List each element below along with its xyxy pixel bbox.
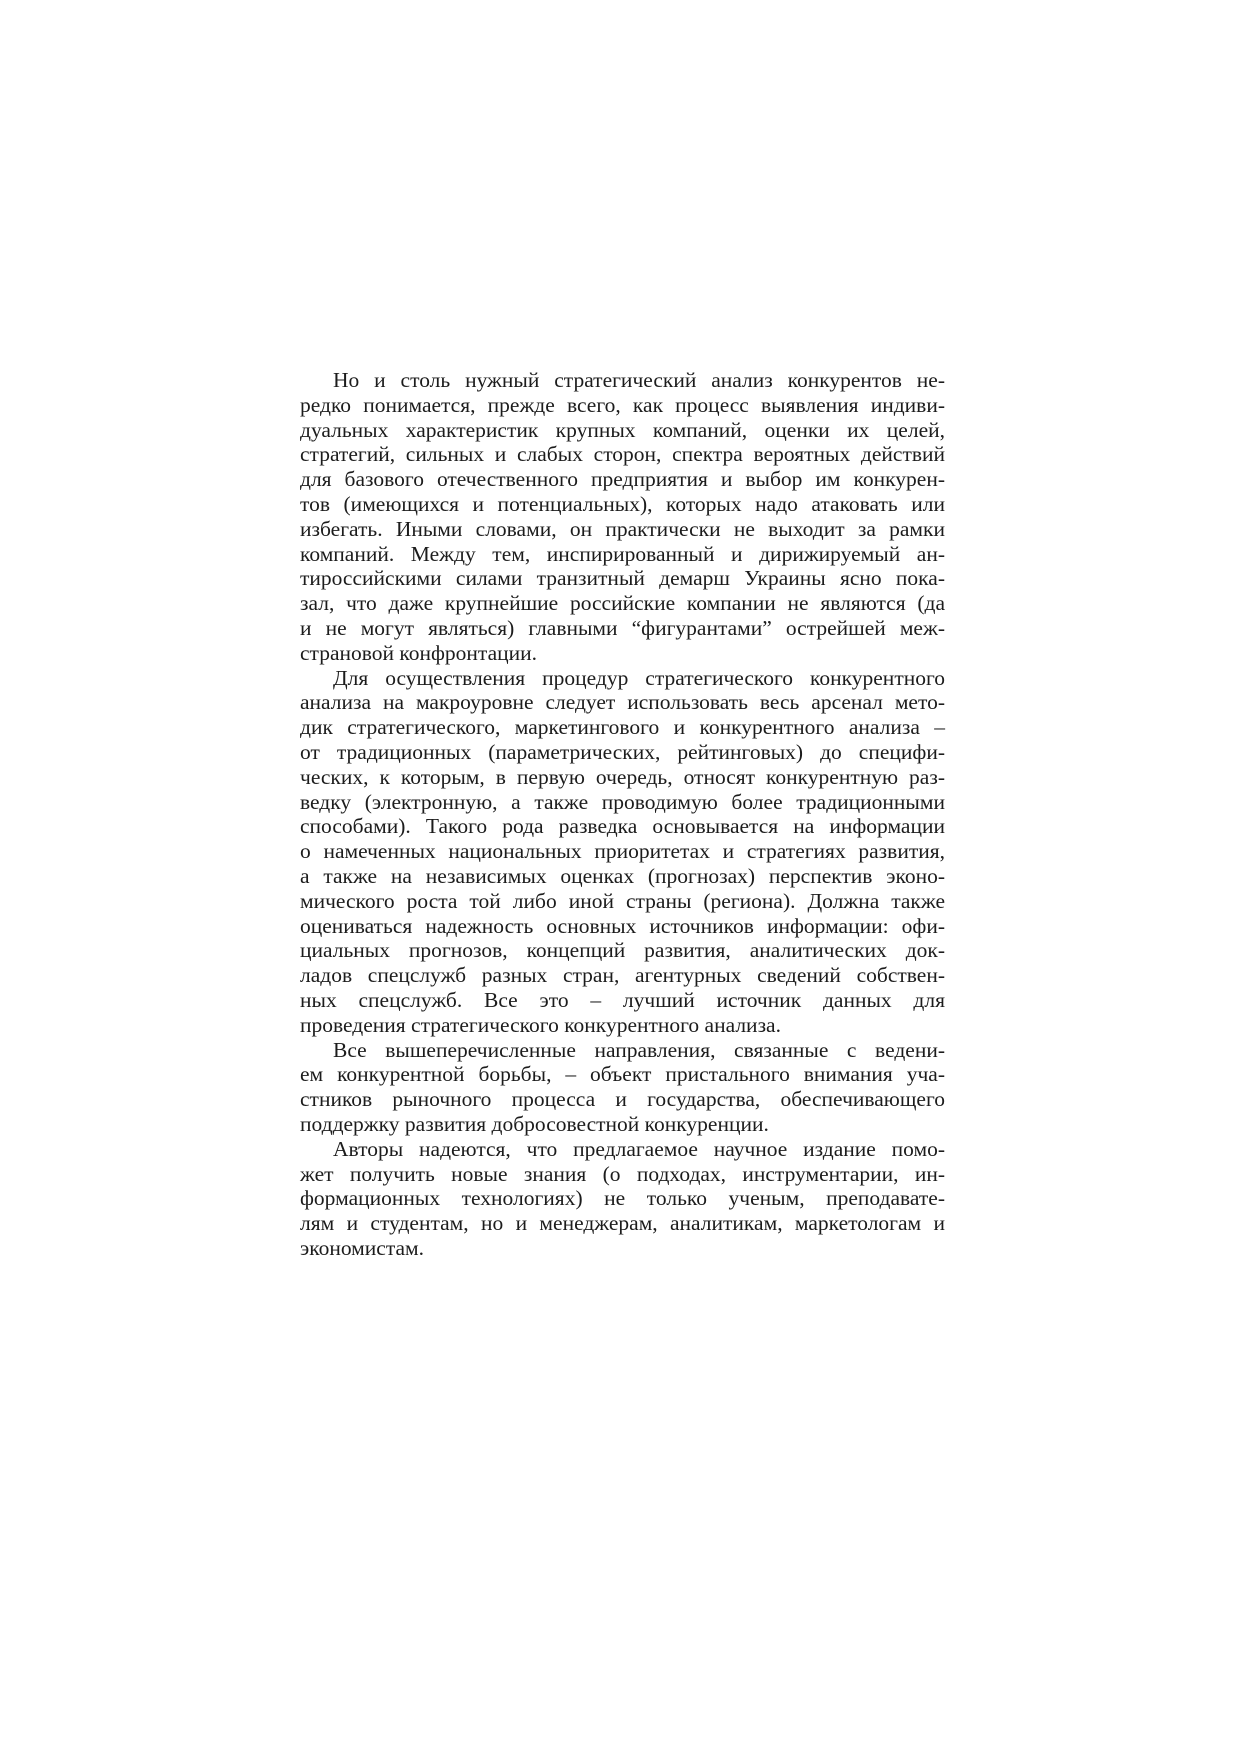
text-line: тов (имеющихся и потенциальных), которых надо атаковать или bbox=[300, 491, 945, 516]
text-line: Все вышеперечисленные направления, связанные с ведени- bbox=[333, 1037, 945, 1062]
text-line: экономистам. bbox=[300, 1235, 425, 1260]
text-line: зал, что даже крупнейшие российские компании не являются (да bbox=[300, 591, 945, 616]
paragraph bbox=[300, 368, 945, 666]
text-line: лям и студентам, но и менеджерам, аналитикам, маркетологам и bbox=[300, 1211, 945, 1236]
text-line: о намеченных национальных приоритетах и стратегиях развития, bbox=[300, 839, 945, 864]
text-line: компаний. Между тем, инспирированный и дирижируемый ан- bbox=[300, 541, 945, 566]
text-line: поддержку развития добросовестной конкуренции. bbox=[300, 1111, 769, 1136]
body-text bbox=[300, 368, 945, 1261]
text-line: а также на независимых оценках (прогнозах) перспектив эконо- bbox=[300, 863, 945, 888]
text-line: страновой конфронтации. bbox=[300, 640, 538, 665]
paragraph bbox=[300, 666, 945, 1038]
text-line: циальных прогнозов, концепций развития, аналитических док- bbox=[300, 938, 945, 963]
text-line: и не могут являться) главными “фигурантами” острейшей меж- bbox=[300, 615, 945, 640]
text-line: тироссийскими силами транзитный демарш Украины ясно пока- bbox=[300, 566, 945, 591]
text-line: ведку (электронную, а также проводимую более традиционными bbox=[300, 789, 945, 814]
text-line: ем конкурентной борьбы, – объект пристального внимания уча- bbox=[300, 1062, 945, 1087]
text-line: Авторы надеются, что предлагаемое научное издание помо- bbox=[333, 1136, 945, 1161]
text-line: дуальных характеристик крупных компаний, оценки их целей, bbox=[300, 417, 945, 442]
text-line: дик стратегического, маркетингового и конкурентного анализа – bbox=[300, 715, 945, 740]
text-line: формационных технологиях) не только ученым, преподавате- bbox=[300, 1186, 945, 1211]
text-line: ных спецслужб. Все это – лучший источник данных для bbox=[300, 987, 945, 1012]
text-line: ческих, к которым, в первую очередь, относят конкурентную раз- bbox=[300, 764, 945, 789]
text-line: для базового отечественного предприятия и выбор им конкурен- bbox=[300, 467, 945, 492]
paragraph bbox=[300, 1038, 945, 1137]
text-line: Но и столь нужный стратегический анализ конкурентов не- bbox=[333, 368, 945, 392]
text-line: жет получить новые знания (о подходах, инструментарии, ин- bbox=[300, 1161, 945, 1186]
text-line: проведения стратегического конкурентного анализа. bbox=[300, 1012, 781, 1037]
text-line: от традиционных (параметрических, рейтинговых) до специфи- bbox=[300, 739, 945, 764]
text-line: способами). Такого рода разведка основывается на информации bbox=[300, 814, 945, 839]
text-line: Для осуществления процедур стратегического конкурентного bbox=[333, 665, 945, 690]
text-line: избегать. Иными словами, он практически не выходит за рамки bbox=[300, 516, 945, 541]
text-line: оцениваться надежность основных источников информации: офи- bbox=[300, 913, 945, 938]
text-line: стратегий, сильных и слабых сторон, спектра вероятных действий bbox=[300, 442, 945, 467]
paragraph bbox=[300, 1137, 945, 1261]
text-line: мического роста той либо иной страны (региона). Должна также bbox=[300, 888, 945, 913]
text-line: ладов спецслужб разных стран, агентурных сведений собствен- bbox=[300, 963, 945, 988]
text-line: анализа на макроуровне следует использовать весь арсенал мето- bbox=[300, 690, 945, 715]
text-line: стников рыночного процесса и государства, обеспечивающего bbox=[300, 1087, 945, 1112]
text-line: редко понимается, прежде всего, как процесс выявления индиви- bbox=[300, 392, 945, 417]
